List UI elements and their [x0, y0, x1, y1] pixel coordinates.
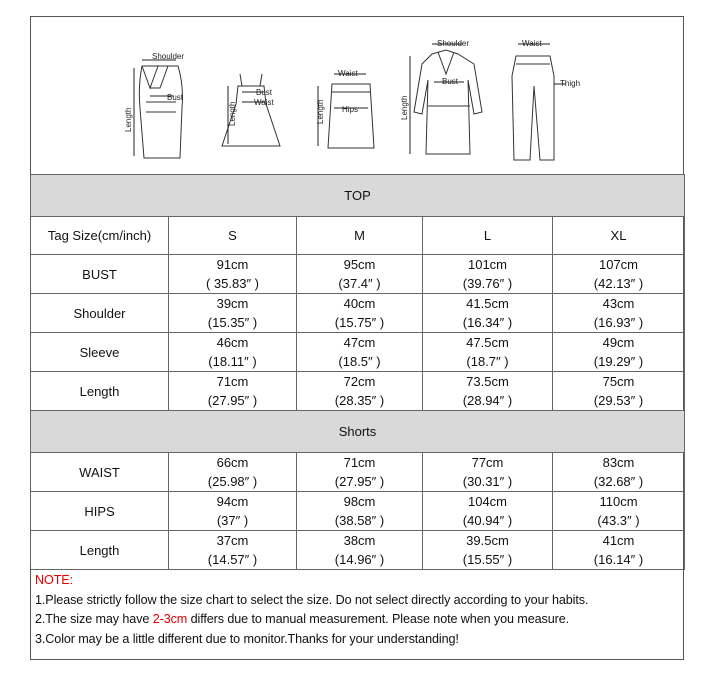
garment-illustrations [30, 16, 684, 174]
header-tag-size: Tag Size(cm/inch) [31, 217, 169, 255]
header-size-xl: XL [553, 217, 685, 255]
header-size-m: M [297, 217, 423, 255]
top-title: TOP [31, 175, 685, 217]
table-row-hips [31, 492, 685, 531]
table-cell: 39cm (15.35″ ) [169, 294, 297, 333]
svg-text:Waist: Waist [254, 98, 274, 107]
svg-text:Bust: Bust [167, 93, 184, 102]
table-row-sleeve [31, 333, 685, 372]
table-cell: 47cm (18.5″ ) [297, 333, 423, 372]
measurement-diagram [30, 16, 684, 174]
note-line-3: 3.Color may be a little different due to monitor.Thanks for your understanding! [35, 631, 459, 646]
table-row-shoulder [31, 294, 685, 333]
table-cell: 107cm (42.13″ ) [553, 255, 685, 294]
table-cell: 72cm (28.35″ ) [297, 372, 423, 411]
svg-text:Bust: Bust [442, 77, 459, 86]
table-cell: 104cm (40.94″ ) [423, 492, 553, 531]
table-cell: 39.5cm (15.55″ ) [423, 531, 553, 570]
row-label: Sleeve [31, 333, 169, 372]
svg-text:Length: Length [400, 95, 409, 120]
table-cell: 40cm (15.75″ ) [297, 294, 423, 333]
trench-coat-illustration [410, 44, 482, 154]
table-cell: 38cm (14.96″ ) [297, 531, 423, 570]
table-cell: 73.5cm (28.94″ ) [423, 372, 553, 411]
table-cell: 49cm (19.29″ ) [553, 333, 685, 372]
top-section-header [31, 175, 685, 217]
note-highlight: 2-3cm [152, 612, 188, 626]
table-cell: 41cm (16.14″ ) [553, 531, 685, 570]
table-cell: 71cm (27.95″ ) [297, 453, 423, 492]
table-cell: 41.5cm (16.34″ ) [423, 294, 553, 333]
note-line-2: 2.The size may have 2-3cm differs due to manual measurement. Please note when you measure. [35, 612, 570, 626]
row-label: HIPS [31, 492, 169, 531]
svg-text:Length: Length [124, 107, 133, 132]
svg-text:Hips: Hips [342, 105, 359, 114]
note-title: NOTE: [35, 573, 73, 587]
table-row-shorts-length [31, 531, 685, 570]
note-line-1: 1.Please strictly follow the size chart to select the size. Do not select directly according to your habits. [35, 592, 589, 607]
table-cell: 66cm (25.98″ ) [169, 453, 297, 492]
table-row-bust [31, 255, 685, 294]
table-cell: 47.5cm (18.7″ ) [423, 333, 553, 372]
svg-text:Length: Length [316, 99, 325, 124]
header-size-l: L [423, 217, 553, 255]
table-cell: 101cm (39.76″ ) [423, 255, 553, 294]
table-cell: 91cm ( 35.83″ ) [169, 255, 297, 294]
table-cell: 98cm (38.58″ ) [297, 492, 423, 531]
row-label: Shoulder [31, 294, 169, 333]
table-cell: 95cm (37.4″ ) [297, 255, 423, 294]
table-cell: 110cm (43.3″ ) [553, 492, 685, 531]
table-row-waist [31, 453, 685, 492]
table-cell: 75cm (29.53″ ) [553, 372, 685, 411]
header-size-s: S [169, 217, 297, 255]
table-cell: 77cm (30.31″ ) [423, 453, 553, 492]
size-header-row [31, 217, 685, 255]
row-label: WAIST [31, 453, 169, 492]
pants-illustration [512, 44, 566, 160]
table-cell: 43cm (16.93″ ) [553, 294, 685, 333]
svg-text:Length: Length [228, 101, 237, 126]
svg-text:Waist: Waist [522, 39, 542, 48]
table-cell: 94cm (37″ ) [169, 492, 297, 531]
svg-text:Bust: Bust [256, 88, 273, 97]
table-cell: 37cm (14.57″ ) [169, 531, 297, 570]
svg-text:Shoulder: Shoulder [437, 39, 470, 48]
notes-section [30, 565, 684, 660]
svg-text:Shoulder: Shoulder [152, 52, 185, 61]
table-cell: 71cm (27.95″ ) [169, 372, 297, 411]
svg-text:Waist: Waist [338, 69, 358, 78]
svg-text:Thigh: Thigh [560, 79, 581, 88]
tank-top-illustration [134, 60, 183, 158]
row-label: Length [31, 372, 169, 411]
table-cell: 46cm (18.11″ ) [169, 333, 297, 372]
row-label: Length [31, 531, 169, 570]
shorts-section-header [31, 411, 685, 453]
shorts-title: Shorts [31, 411, 685, 453]
table-cell: 83cm (32.68″ ) [553, 453, 685, 492]
row-label: BUST [31, 255, 169, 294]
size-table [30, 174, 685, 570]
table-row-length [31, 372, 685, 411]
